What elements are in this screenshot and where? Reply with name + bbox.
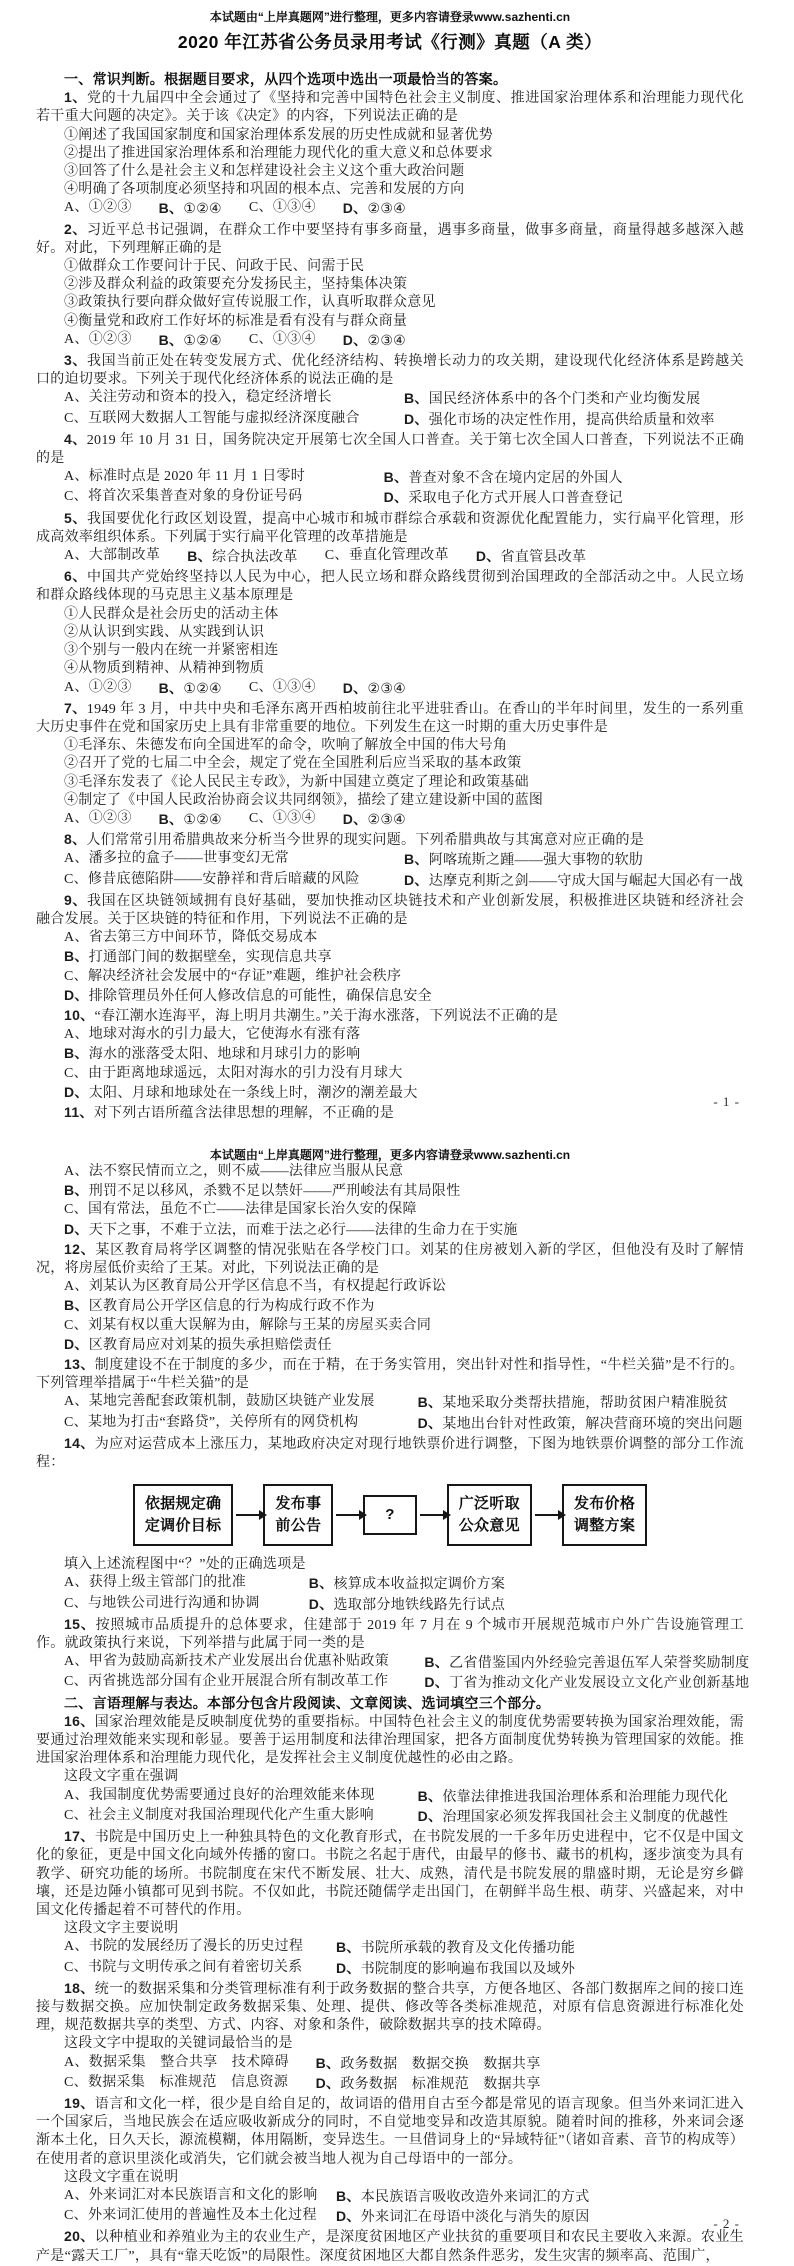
option-C: C、数据采集 标准规范 信息资源	[64, 2074, 289, 2090]
question-number: 11、	[64, 1103, 94, 1120]
question-stem-19: 19、语言和文化一样，很少是自给自足的，故词语的借用自古至今都是常见的语言现象。但当外来词汇进入一个国家后，当地民族会在适应吸收新成分的同时，不自觉地变异和改造其原貌。随着时间的推移，外来词会逐渐本土化，日久天长，源流模糊，体用隔断，变异迭生。一旦借词身上的“异域特征”（诸如音素、音节的构成等）在使用者的意识里淡化或消失，它们就会被当地人视为自己母语中的一部分。	[36, 2094, 744, 2167]
question-number: 20、	[64, 2228, 95, 2245]
options-row	[36, 1393, 744, 1413]
options-row	[36, 468, 744, 488]
page-number-2: - 2 -	[713, 2216, 740, 2231]
option-A: A、甲省为鼓励高新技术产业发展出台优惠补贴政策	[64, 1654, 390, 1670]
option-C: C、丙省挑选部分国有企业开展混合所有制改革工作	[64, 1674, 389, 1690]
option-D: D、②③④	[342, 331, 407, 349]
option-D: D、政务数据 标准规范 数据共享	[315, 2074, 541, 2092]
question-item: ①毛泽东、朱德发布向全国进军的命令，吹响了解放全中国的伟大号角	[64, 738, 508, 754]
options-row	[36, 1807, 744, 1827]
question-stem-17: 17、书院是中国历史上一种独具特色的文化教育形式，在书院发展的一千多年历史进程中，它不仅是中国文化的象征，更是中国文化向域外传播的窗口。书院之名起于唐代，由最早的修书、藏书的机构，逐步演变为具有教学、研究功能的场所。书院制度在宋代不断发展、壮大、成熟，清代是书院发展的鼎盛时期，无论是穷乡僻壤，还是边陲小镇都可见到书院。不仅如此，书院还随儒学走出国门，在朝鲜半岛生根、萌芽、兴盛起来，对中国文化传播起着不可替代的作用。	[36, 1828, 744, 1918]
option-D: D、达摩克利斯之剑——守成大国与崛起大国必有一战	[404, 871, 744, 889]
option-label: B、	[417, 1394, 443, 1411]
option-B: B、书院所承载的教育及文化传播功能	[336, 1939, 576, 1957]
option-label: D、	[342, 200, 368, 217]
flowchart-box	[363, 1495, 416, 1535]
options-row	[36, 2207, 744, 2227]
option-D: D、排除管理员外任何人修改信息的可能性，确保信息安全	[64, 986, 432, 1004]
option-label: C、	[248, 679, 273, 695]
option-B: B、依靠法律推进我国治理体系和治理能力现代化	[417, 1787, 729, 1805]
options-row	[36, 1787, 744, 1807]
question-stem-7: 7、1949 年 3 月，中共中央和毛泽东离开西柏坡前往北平进驻香山。在香山的半年时间里，发生的一系列重大历史事件在党和国家历史上具有非常重要的地位。下列发生在这一时期的重大历史事件是	[36, 699, 745, 735]
option-label: A、	[64, 1575, 89, 1591]
option-label: B、	[315, 2054, 341, 2071]
option-label: D、	[404, 410, 429, 427]
option-A: A、①②③	[64, 810, 132, 826]
options-row	[36, 1414, 744, 1434]
option-label: B、	[158, 679, 184, 696]
question-number: 8、	[64, 831, 87, 848]
options-row	[36, 488, 744, 508]
option-label: C、	[64, 1202, 88, 1218]
option-label: C、	[248, 331, 273, 347]
flowchart-box-line: 广泛听取	[458, 1495, 520, 1513]
option-label: D、	[308, 1595, 334, 1612]
option-A: A、大部制改革	[64, 548, 161, 564]
option-B: B、海水的涨落受太阳、地球和月球引力的影响	[64, 1045, 361, 1063]
options-row	[36, 810, 744, 830]
question-number: 17、	[64, 1828, 95, 1845]
option-label: D、	[336, 2208, 361, 2225]
option-D: D、采取电子化方式开展人口普查登记	[383, 489, 623, 507]
option-label: A、	[64, 548, 89, 564]
option-label: B、	[417, 1787, 443, 1804]
option-B: B、①②④	[158, 331, 222, 349]
options-row	[36, 547, 744, 567]
option-A: A、法不察民情而立之，则不威——法律应当服从民意	[64, 1164, 404, 1179]
question-item: ③个别与一般内在统一并紧密相连	[64, 643, 279, 659]
flow-arrow-icon	[420, 1514, 444, 1516]
option-label: C、	[64, 410, 88, 426]
option-B: B、区教育局公开学区信息的行为构成行政不作为	[64, 1297, 375, 1315]
flow-arrow-icon	[236, 1514, 260, 1516]
question-item: ①阐述了我国国家制度和国家治理体系发展的历史性成就和显著优势	[64, 127, 493, 143]
option-A: A、①②③	[64, 679, 132, 695]
question-number: 12、	[64, 1240, 96, 1257]
question-item: ①人民群众是社会历史的活动主体	[64, 606, 279, 622]
exam-notice: 本试题由“上岸真题网”进行整理，更多内容请登录www.sazhenti.cn	[209, 10, 571, 24]
question-stem-1: 1、党的十九届四中全会通过了《坚持和完善中国特色社会主义制度、推进国家治理体系和治理能力现代化若干重大问题的决定》。关于该《决定》的内容，下列说法正确的是	[36, 89, 744, 125]
options-row	[36, 1938, 744, 1958]
option-D: D、书院制度的影响遍布我国以及域外	[336, 1959, 576, 1977]
option-label: B、	[64, 1182, 89, 1199]
option-D: D、②③④	[342, 679, 407, 697]
option-label: A、	[64, 810, 89, 826]
question-number: 19、	[64, 2094, 95, 2111]
question-number: 14、	[64, 1434, 95, 1451]
question-stem-4: 4、2019 年 10 月 31 日，国务院决定开展第七次全国人口普查。关于第七次全国人口普查，下列说法不正确的是	[36, 430, 744, 467]
question-item: ③政策执行要向群众做好宣传说服工作，认真听取群众意见	[64, 295, 436, 311]
option-D: D、太阳、月球和地球处在一条线上时，潮汐的潮差最大	[64, 1083, 418, 1101]
option-label: A、	[64, 1027, 89, 1043]
question-stem-18: 18、统一的数据采集和分类管理标准有利于政务数据的整合共享，方便各地区、各部门数据库之间的接口连接与数据交换。应加快制定政务数据采集、处理、提供、修改等各类标准规范，对原有信息资源进行标准化处理，规范数据共享的类型、方式、内容、对象和条件，破除数据共享的技术障碍。	[36, 1979, 744, 2034]
option-label: C、	[248, 810, 273, 826]
flow-arrow-icon	[336, 1514, 360, 1516]
option-A: A、潘多拉的盒子——世事变幻无常	[64, 851, 289, 867]
options-row	[36, 679, 744, 699]
option-label: B、	[64, 948, 89, 965]
question-prompt: 这段文字主要说明	[64, 1921, 179, 1937]
option-label: C、	[324, 548, 349, 564]
question-number: 18、	[64, 1979, 95, 1996]
option-A: A、某地完善配套政策机制，鼓励区块链产业发展	[64, 1394, 375, 1410]
option-A: A、我国制度优势需要通过良好的治理效能来体现	[64, 1787, 375, 1803]
option-B: B、阿喀琉斯之踵——强大事物的软肋	[404, 851, 644, 869]
option-label: C、	[64, 1674, 88, 1690]
option-label: D、	[342, 810, 368, 827]
option-label: C、	[64, 1959, 88, 1975]
flowchart-box	[562, 1484, 647, 1546]
question-item: ②提出了推进国家治理体系和治理能力现代化的重大意义和总体要求	[64, 145, 493, 161]
option-A: A、①②③	[64, 331, 132, 347]
question-number: 4、	[64, 430, 87, 447]
options-row	[36, 871, 744, 891]
question-number: 9、	[64, 891, 87, 908]
question-number: 6、	[64, 568, 87, 585]
question-number: 15、	[64, 1615, 96, 1632]
option-C: C、①③④	[248, 810, 316, 826]
question-stem-15: 15、按照城市品质提升的总体要求，住建部于 2019 年 7 月在 9 个城市开展规范城市户外广告设施管理工作。就政策执行来说，下列举措与此属于同一类的是	[36, 1615, 744, 1652]
question-item: ②涉及群众利益的政策要充分发扬民主，坚持集体决策	[64, 277, 408, 293]
question-number: 5、	[64, 509, 87, 526]
option-label: B、	[336, 2187, 361, 2204]
option-A: A、关注劳动和资本的投入，稳定经济增长	[64, 390, 332, 406]
option-label: B、	[424, 1654, 450, 1671]
page-1	[0, 0, 794, 1123]
option-B: B、核算成本收益拟定调价方案	[308, 1575, 506, 1593]
option-label: A、	[64, 930, 89, 946]
option-label: C、	[64, 968, 88, 984]
option-C: C、刘某有权以重大误解为由，解除与王某的房屋买卖合同	[64, 1317, 432, 1333]
flow-arrow-icon	[535, 1514, 559, 1516]
option-label: A、	[64, 1939, 89, 1955]
option-C: C、互联网大数据人工智能与虚拟经济深度融合	[64, 410, 360, 426]
flowchart-box	[263, 1484, 333, 1546]
option-label: A、	[64, 1164, 89, 1179]
flowchart-box-line: 调整方案	[573, 1517, 636, 1535]
option-label: C、	[64, 1807, 88, 1823]
option-B: B、打通部门间的数据壁垒，实现信息共享	[64, 948, 332, 966]
option-A: A、刘某认为区教育局公开学区信息不当，有权提起行政诉讼	[64, 1279, 447, 1295]
option-label: B、	[158, 810, 184, 827]
question-stem-14: 14、为应对运营成本上涨压力，某地政府决定对现行地铁票价进行调整，下图为地铁票价调整的部分工作流程：	[36, 1434, 744, 1471]
options-row	[36, 1595, 744, 1615]
options-row	[36, 1574, 744, 1594]
option-B: B、乙省借鉴国内外经验完善退伍军人荣誉奖励制度	[424, 1654, 750, 1672]
option-D: D、区教育局应对刘某的损失承担赔偿责任	[64, 1335, 332, 1353]
options-row	[36, 1653, 750, 1673]
exam-title: 2020 年江苏省公务员录用考试《行测》真题（A 类）	[177, 32, 603, 52]
question-number: 13、	[64, 1356, 95, 1373]
flowchart-box-line: 发布事	[275, 1495, 322, 1513]
option-label: D、	[64, 1335, 89, 1352]
section-heading: 一、常识判断。根据题目要求，从四个选项中选出一项最恰当的答案。	[64, 71, 508, 87]
question-item: ④明确了各项制度必须坚持和巩固的根本点、完善和发展的方向	[64, 182, 465, 198]
question-number: 16、	[64, 1712, 95, 1729]
option-C: C、外来词汇使用的普遍性及本土化过程	[64, 2208, 317, 2224]
question-prompt: 这段文字中提取的关键词最恰当的是	[64, 2036, 293, 2052]
option-label: D、	[342, 331, 368, 348]
page-1-content	[36, 70, 744, 1123]
question-number: 3、	[64, 352, 87, 369]
question-stem-6: 6、中国共产党始终坚持以人民为中心，把人民立场和群众路线贯彻到治国理政的全部活动之中。人民立场和群众路线体现的马克思主义基本原理是	[36, 568, 744, 604]
option-label: A、	[64, 2187, 89, 2203]
page-2	[0, 1128, 794, 2266]
flowchart-box-line: 定调价目标	[144, 1517, 222, 1535]
option-label: C、	[64, 2074, 88, 2090]
option-label: C、	[64, 1065, 88, 1081]
question-stem-5: 5、我国要优化行政区划设置，提高中心城市和城市群综合承载和资源优化配置能力，实行扁平化管理，形成高效率组织体系。下列属于实行扁平化管理的改革措施是	[36, 509, 744, 545]
options-row	[36, 199, 744, 219]
question-prompt: 这段文字重在说明	[64, 2169, 179, 2185]
question-stem-3: 3、我国当前正处在转变发展方式、优化经济结构、转换增长动力的攻关期，建设现代化经济体系是跨越关口的迫切要求。下列关于现代化经济体系的说法正确的是	[36, 352, 744, 388]
option-label: B、	[404, 390, 429, 407]
option-label: D、	[383, 489, 409, 506]
option-D: D、②③④	[342, 810, 407, 828]
option-A: A、地球对海水的引力最大，它使海水有涨有落	[64, 1027, 361, 1043]
options-row	[36, 2187, 744, 2207]
option-C: C、国有常法，虽危不亡——法律是国家长治久安的保障	[64, 1202, 417, 1218]
option-D: D、治理国家必须发挥我国社会主义制度的优越性	[417, 1807, 729, 1825]
option-label: A、	[64, 390, 89, 406]
options-row	[36, 2074, 744, 2094]
option-label: A、	[64, 851, 89, 867]
option-C: C、某地为打击“套路贷”，关停所有的网贷机构	[64, 1414, 359, 1430]
option-B: B、刑罚不足以移风，杀戮不足以禁奸——严刑峻法有其局限性	[64, 1182, 461, 1200]
flowchart-box-line: 依据规定确	[144, 1495, 222, 1513]
option-D: D、某地出台针对性政策，解决营商环境的突出问题	[417, 1414, 743, 1432]
option-D: D、选取部分地铁线路先行试点	[308, 1595, 506, 1613]
option-B: B、综合执法改革	[187, 548, 298, 566]
option-D: D、外来词汇在母语中淡化与消失的原因	[336, 2208, 590, 2226]
section-heading: 二、言语理解与表达。本部分包含片段阅读、文章阅读、选词填空三个部分。	[64, 1694, 551, 1711]
option-label: C、	[64, 1317, 88, 1333]
option-label: B、	[158, 200, 184, 217]
option-C: C、解决经济社会发展中的“存证”难题，维护社会秩序	[64, 968, 402, 984]
question-number: 1、	[64, 89, 87, 106]
option-label: A、	[64, 1394, 89, 1410]
option-label: C、	[64, 2208, 88, 2224]
question-number: 7、	[64, 699, 87, 716]
flowchart-box-line: 前公告	[275, 1517, 322, 1535]
option-A: A、①②③	[64, 200, 132, 216]
option-A: A、书院的发展经历了漫长的历史过程	[64, 1939, 304, 1955]
option-label: D、	[336, 1959, 361, 1976]
option-label: D、	[64, 986, 89, 1003]
option-label: D、	[64, 1220, 89, 1237]
option-label: C、	[64, 1414, 88, 1430]
option-label: B、	[64, 1297, 89, 1314]
option-C: C、①③④	[248, 679, 316, 695]
question-stem-10: 10、“春江潮水连海平，海上明月共潮生。”关于海水涨落，下列说法不正确的是	[64, 1006, 559, 1024]
option-label: C、	[64, 489, 88, 505]
option-label: A、	[64, 1279, 89, 1295]
option-D: D、天下之事，不难于立法，而难于法之必行——法律的生命力在于实施	[64, 1220, 518, 1238]
option-label: D、	[417, 1807, 443, 1824]
option-B: B、本民族语言吸收改造外来词汇的方式	[336, 2187, 590, 2205]
question-stem-8: 8、人们常常引用希腊典故来分析当今世界的现实问题。下列希腊典故与其寓意对应正确的是	[64, 831, 645, 849]
options-row	[36, 410, 744, 430]
question-stem-12: 12、某区教育局将学区调整的情况张贴在各学校门口。刘某的住房被划入新的学区，但他没有及时了解情况，将房屋低价卖给了王某。对此，下列说法正确的是	[36, 1240, 744, 1277]
question-number: 2、	[64, 220, 87, 237]
options-row	[36, 850, 744, 870]
question-stem-9: 9、我国在区块链领域拥有良好基础，要加快推动区块链技术和产业创新发展，积极推进区块链和经济社会融合发展。关于区块链的特征和作用，下列说法不正确的是	[36, 891, 744, 927]
flowchart-box-line: ?	[385, 1506, 395, 1524]
option-C: C、由于距离地球遥远，太阳对海水的引力没有月球大	[64, 1065, 403, 1081]
question-item: ③毛泽东发表了《论人民民主专政》，为新中国建立奠定了理论和政策基础	[64, 774, 529, 790]
option-label: A、	[64, 469, 89, 485]
option-A: A、省去第三方中间环节，降低交易成本	[64, 930, 318, 946]
option-A: A、标准时点是 2020 年 11 月 1 日零时	[64, 469, 306, 485]
option-label: B、	[308, 1575, 334, 1592]
option-label: A、	[64, 200, 89, 216]
option-label: C、	[64, 1595, 88, 1611]
option-B: B、①②④	[158, 810, 222, 828]
question-item: ④从物质到精神、从精神到物质	[64, 661, 265, 677]
option-A: A、外来词汇对本民族语言和文化的影响	[64, 2187, 318, 2203]
question-item: ②从认识到实践、从实践到认识	[64, 624, 265, 640]
options-row	[36, 1959, 744, 1979]
option-C: C、书院与文明传承之间有着密切关系	[64, 1959, 303, 1975]
option-label: A、	[64, 1654, 89, 1670]
options-row	[36, 2054, 744, 2074]
option-label: C、	[248, 200, 273, 216]
question-stem-20: 20、以种植业和养殖业为主的农业生产，是深度贫困地区产业扶贫的重要项目和农民主要收入来源。农业生产是“露天工厂”，具有“靠天吃饭”的局限性。深度贫困地区大都自然条件恶劣，发生灾害的频率高、范围广，	[36, 2228, 744, 2264]
question-prompt: 填入上述流程图中“？”处的正确选项是	[64, 1557, 306, 1573]
option-label: A、	[64, 679, 89, 695]
option-A: A、获得上级主管部门的批准	[64, 1575, 247, 1591]
option-label: D、	[417, 1414, 443, 1431]
option-label: B、	[404, 851, 429, 868]
option-label: D、	[404, 871, 429, 888]
options-row	[36, 389, 744, 409]
option-C: C、垂直化管理改革	[324, 548, 449, 564]
option-label: D、	[475, 548, 501, 565]
question-stem-11: 11、对下列古语所蕴含法律思想的理解，不正确的是	[64, 1103, 395, 1121]
exam-notice-2: 本试题由“上岸真题网”进行整理，更多内容请登录www.sazhenti.cn	[209, 1148, 571, 1162]
option-label: A、	[64, 1787, 89, 1803]
flowchart-box	[447, 1484, 532, 1546]
option-label: A、	[64, 331, 89, 347]
question-number: 10、	[64, 1006, 95, 1023]
option-A: A、数据采集 整合共享 技术障碍	[64, 2054, 289, 2070]
flowchart-box-line: 公众意见	[458, 1517, 520, 1535]
flowchart-box	[133, 1484, 234, 1546]
page-number-1: - 1 -	[713, 1094, 740, 1109]
option-C: C、修昔底德陷阱——安静祥和背后暗藏的风险	[64, 871, 360, 887]
options-row	[36, 331, 744, 351]
option-B: B、国民经济体系中的各个门类和产业均衡发展	[404, 390, 701, 408]
option-label: B、	[383, 469, 409, 486]
question-stem-2: 2、习近平总书记强调，在群众工作中要坚持有事多商量，遇事多商量，做事多商量，商量得越多越深入越好。对此，下列理解正确的是	[36, 220, 744, 256]
question-item: ②召开了党的七届二中全会，规定了党在全国胜利后应当采取的基本政策	[64, 756, 522, 772]
question-item: ①做群众工作要问计于民、问政于民、问需于民	[64, 259, 365, 275]
option-label: A、	[64, 2054, 89, 2070]
option-D: D、强化市场的决定性作用，提高供给质量和效率	[404, 410, 715, 428]
option-C: C、①③④	[248, 200, 316, 216]
question-stem-16: 16、国家治理效能是反映制度优势的重要指标。中国特色社会主义的制度优势需要转换为国家治理效能，需要通过治理效能来实现和彰显。要善于运用制度和法律治理国家，把各方面制度优势转换为管理国家的效能。推进国家治理体系和治理能力现代化，是发挥社会主义制度优越性的必由之路。	[36, 1712, 744, 1767]
flowchart	[36, 1484, 744, 1546]
option-D: D、②③④	[342, 200, 407, 218]
option-C: C、与地铁公司进行沟通和协调	[64, 1595, 260, 1611]
option-B: B、①②④	[158, 679, 222, 697]
option-label: B、	[64, 1045, 89, 1062]
option-label: D、	[424, 1674, 450, 1691]
option-label: D、	[315, 2074, 341, 2091]
question-item: ③回答了什么是社会主义和怎样建设社会主义这个重大政治问题	[64, 164, 465, 180]
option-label: D、	[342, 679, 368, 696]
question-prompt: 这段文字重在强调	[64, 1769, 179, 1785]
option-C: C、社会主义制度对我国治理现代化产生重大影响	[64, 1807, 374, 1823]
page-2-content	[36, 1163, 750, 2266]
option-B: B、①②④	[158, 200, 222, 218]
question-item: ④衡量党和政府工作好坏的标准是看有没有与群众商量	[64, 313, 408, 329]
option-B: B、普查对象不含在境内定居的外国人	[383, 469, 623, 487]
option-C: C、将首次采集普查对象的身份证号码	[64, 489, 303, 505]
option-label: B、	[158, 331, 184, 348]
option-label: D、	[64, 1083, 89, 1100]
question-item: ④制定了《中国人民政治协商会议共同纲领》，描绘了建立建设新中国的蓝图	[64, 792, 544, 808]
option-C: C、①③④	[248, 331, 316, 347]
question-stem-13: 13、制度建设不在于制度的多少，而在于精，在于务实管用，突出针对性和指导性，“牛栏关猫”是不行的。下列管理举措属于“牛栏关猫”的是	[36, 1356, 744, 1392]
options-row	[36, 1673, 750, 1693]
flowchart-box-line: 发布价格	[573, 1495, 636, 1513]
option-label: B、	[187, 548, 212, 565]
option-D: D、丁省为推动文化产业发展设立文化产业创新基地	[424, 1674, 750, 1692]
option-label: B、	[336, 1939, 361, 1956]
option-B: B、政务数据 数据交换 数据共享	[315, 2054, 541, 2072]
option-label: C、	[64, 871, 88, 887]
option-B: B、某地采取分类帮扶措施，帮助贫困户精准脱贫	[417, 1394, 729, 1412]
option-D: D、省直管县改革	[475, 548, 587, 566]
